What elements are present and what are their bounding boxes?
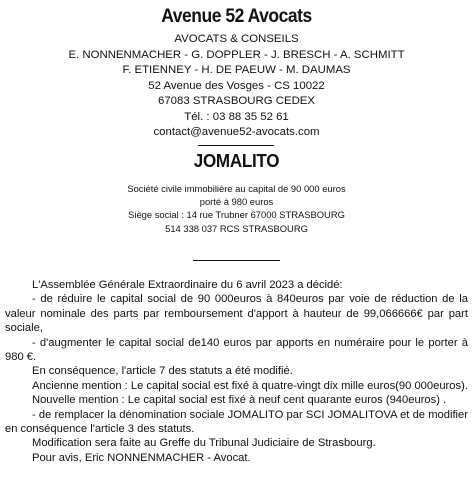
- firm-tagline: AVOCATS & CONSEILS: [174, 33, 299, 45]
- firm-address-city: 67083 STRASBOURG CEDEX: [158, 95, 315, 107]
- notice-old-mention: Ancienne mention : Le capital social est fixé à quatre-vingt dix mille euros(90 000euros).: [32, 379, 468, 392]
- notice-signature: Pour avis, Eric NONNENMACHER - Avocat.: [32, 451, 251, 464]
- notice-decision-rename: - de remplacer la dénomination sociale JOMALITO par SCI JOMALITOVA et de modifier en conséquence l'article 3 des statuts.: [5, 408, 468, 436]
- company-name: JOMALITO: [193, 150, 280, 171]
- divider-top: [198, 145, 274, 146]
- company-registration: 514 338 037 RCS STRASBOURG: [165, 222, 308, 234]
- firm-phone: Tél. : 03 88 35 52 61: [184, 110, 289, 123]
- firm-partners-line-1: E. NONNENMACHER - G. DOPPLER - J. BRESCH - A. SCHMITT: [68, 48, 405, 61]
- notice-intro: L'Assemblée Générale Extraordinaire du 6 avril 2023 a décidé:: [32, 279, 343, 291]
- company-legal-form: Société civile immobilière au capital de 90 000 euros: [127, 183, 346, 194]
- firm-details: [0, 32, 473, 141]
- notice-filing: Modification sera faite au Greffe du Tribunal Judiciaire de Strasbourg.: [32, 437, 376, 450]
- firm-address-street: 52 Avenue des Vosges - CS 10022: [148, 79, 325, 92]
- company-details: [0, 182, 473, 235]
- notice-decision-increase: - d'augmenter le capital social de140 euros par apports en numéraire pour le porter à 980 €.: [5, 336, 468, 364]
- company-address: Siège social : 14 rue Trubner 67000 STRASBOURG: [128, 209, 345, 221]
- firm-email: contact@avenue52-avocats.com: [153, 126, 320, 138]
- company-capital: porté à 980 euros: [199, 196, 274, 208]
- firm-partners-line-2: F. ETIENNEY - H. DE PAEUW - M. DAUMAS: [122, 64, 351, 76]
- notice-consequence: En conséquence, l'article 7 des statuts a été modifié.: [32, 365, 293, 378]
- notice-decision-reduce: - de réduire le capital social de 90 000euros à 840euros par voie de réduction de la valeur nominale des parts par remboursement d'apport à hauteur de 99,066666€ par part sociale,: [5, 293, 468, 335]
- divider-bottom: [193, 260, 280, 261]
- firm-name: Avenue 52 Avocats: [161, 6, 312, 27]
- notice-new-mention: Nouvelle mention : Le capital social est fixé à neuf cent quarante euros (940euros) .: [32, 394, 447, 407]
- notice-body: [5, 278, 468, 465]
